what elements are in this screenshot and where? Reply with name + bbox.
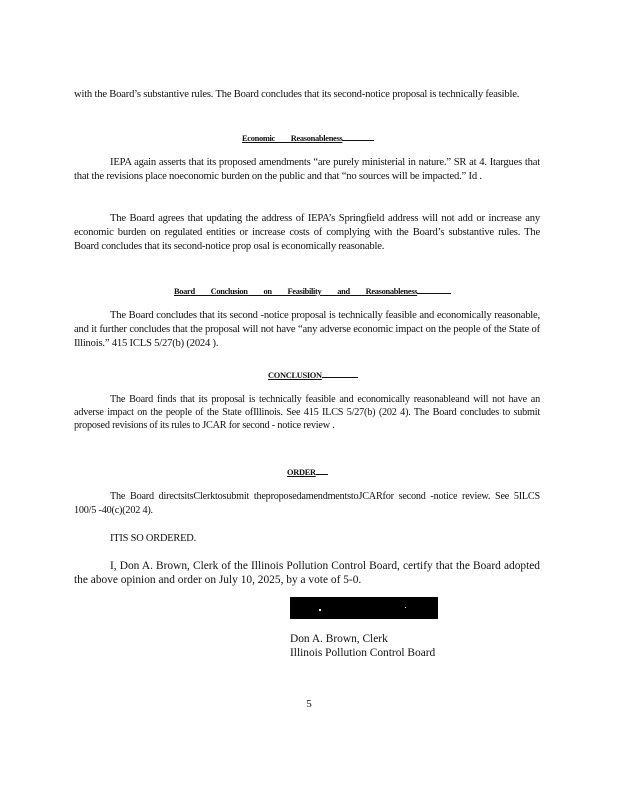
certification-text: I, Don A. Brown, Clerk of the Illinois Pollution Control Board, certify that the Board adopted the above opinion and order on July 10, 2025, by a vote of 5-0. <box>74 560 540 587</box>
board-concludes-text: The Board concludes that its second -notice proposal is technically feasible and economically reasonable, and it further concludes that the proposal will not have “any adverse economic impact on the people of the State of Illinois.” 415 ICLS 5/27(b) (2024 ). <box>74 310 540 350</box>
heading-economic-text: Economic Reasonableness <box>242 134 343 143</box>
certification-paragraph <box>74 559 540 587</box>
redacted-signature <box>290 597 438 619</box>
page-number: 5 <box>306 698 312 710</box>
order-text: The Board directsitsClerktosubmit theproposedamendmentstoJCARfor second -notice review. See 5ILCS 100/5 -40(c)(202 4). <box>74 491 540 516</box>
heading-board-conclusion-text: Board Conclusion on Feasibility and Reasonableness <box>174 287 418 296</box>
iepa-asserts-paragraph <box>74 156 540 184</box>
order-paragraph <box>74 490 540 517</box>
redaction-speck <box>405 607 406 608</box>
heading-conclusion <box>268 368 358 380</box>
heading-conclusion-text: CONCLUSION <box>268 371 322 380</box>
board-concludes-paragraph <box>74 309 540 352</box>
heading-order-underline <box>316 465 328 475</box>
heading-economic-underline <box>342 131 374 141</box>
board-agrees-paragraph <box>74 212 540 255</box>
conclusion-paragraph <box>74 393 540 432</box>
conclusion-text: The Board finds that its proposal is technically feasible and economically reasonableand will not have an adverse impact on the people of the State ofIllinois. See 415 ILCS 5/27(b) (202 4). The Board concludes to submit proposed revisions of its rules to JCAR for second - notice review . <box>74 394 540 431</box>
heading-conclusion-underline <box>322 368 358 378</box>
heading-board-conclusion-underline <box>417 284 451 294</box>
iepa-asserts-text: IEPA again asserts that its proposed amendments “are purely ministerial in nature.” SR at 4. Itargues that that the revisions place noeconomic burden on the public and that “no sources will be impacted.” Id . <box>74 157 540 183</box>
so-ordered-line <box>74 532 540 546</box>
so-ordered-text: ITIS SO ORDERED. <box>110 533 196 544</box>
board-agrees-text: The Board agrees that updating the address of IEPA’s Springfield address will not add or increase any economic burden on regulated entities or increase costs of complying with the Board’s substantive rules. The Board concludes that its second-notice prop osal is economically reasonable. <box>74 213 540 253</box>
heading-economic-reasonableness <box>242 131 374 143</box>
heading-order-text: ORDER <box>287 468 316 477</box>
heading-order <box>287 465 328 477</box>
redaction-speck <box>319 609 321 611</box>
heading-board-conclusion <box>174 284 451 296</box>
signature-name: Don A. Brown, Clerk <box>290 633 388 645</box>
signature-organization: Illinois Pollution Control Board <box>290 647 436 659</box>
intro-paragraph <box>74 88 540 102</box>
intro-text: with the Board’s substantive rules. The Board concludes that its second-notice proposal is technically feasible. <box>74 89 520 100</box>
